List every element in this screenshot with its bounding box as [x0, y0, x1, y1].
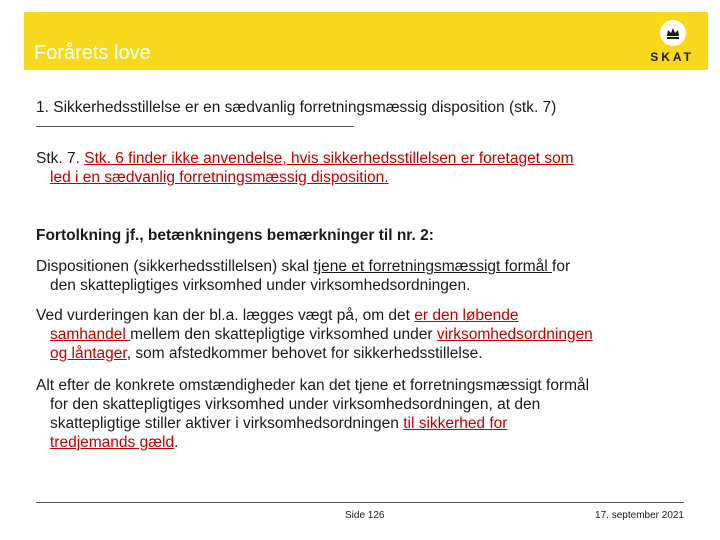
- stk7-red-text-2: led i en sædvanlig forretningsmæssig disposition.: [50, 169, 389, 186]
- assessment-red-3: virksomhedsordningen: [436, 326, 593, 343]
- section-subtitle: 1. Sikkerhedsstillelse er en sædvanlig forretningsmæssig disposition (stk. 7): [36, 99, 557, 116]
- logo-text: SKAT: [650, 50, 694, 64]
- disposition-underlined: tjene et forretningsmæssigt formål: [313, 258, 553, 275]
- paragraph-circumstances: [36, 376, 686, 452]
- circumstances-period: .: [174, 434, 179, 451]
- assessment-red-2: samhandel: [50, 326, 131, 343]
- assessment-text-2: mellem den skattepligtige virksomhed under: [130, 326, 437, 343]
- circumstances-red-1: til sikkerhed for: [403, 415, 508, 432]
- stk7-red-text-1: Stk. 6 finder ikke anvendelse, hvis sikkerhedsstillelsen er foretaget som: [84, 150, 574, 167]
- crown-icon: [664, 24, 682, 42]
- skat-logo: [614, 18, 694, 66]
- header-banner: [24, 12, 708, 70]
- circumstances-line-3: skattepligtige stiller aktiver i virksomhedsordningen: [50, 415, 404, 432]
- footer-date: 17. september 2021: [595, 510, 684, 521]
- disposition-for: for: [552, 258, 571, 275]
- stk7-lead: Stk. 7.: [36, 150, 85, 167]
- page-title: Forårets love: [34, 42, 151, 64]
- footer-divider: [36, 502, 684, 503]
- paragraph-stk7: [36, 149, 686, 187]
- page-number: Side 126: [345, 510, 385, 521]
- circumstances-red-2: tredjemands gæld: [50, 434, 175, 451]
- circumstances-line-1: Alt efter de konkrete omstændigheder kan det tjene et forretningsmæssigt formål: [36, 377, 590, 394]
- interpretation-heading: Fortolkning jf., betænkningens bemærkninger til nr. 2:: [36, 227, 434, 244]
- paragraph-disposition: [36, 257, 686, 295]
- paragraph-assessment: [36, 306, 686, 363]
- disposition-text: Dispositionen (sikkerhedsstillelsen) skal: [36, 258, 314, 275]
- disposition-line-2: den skattepligtiges virksomhed under virksomhedsordningen.: [50, 277, 471, 294]
- assessment-text: Ved vurderingen kan der bl.a. lægges vægt på, om det: [36, 307, 415, 324]
- circumstances-line-2: for den skattepligtiges virksomhed under virksomhedsordningen, at den: [50, 396, 541, 413]
- assessment-text-3: , som afstedkommer behovet for sikkerhedsstillelse.: [126, 345, 483, 362]
- assessment-red-1: er den løbende: [414, 307, 519, 324]
- assessment-red-4: og låntager: [50, 345, 127, 362]
- subtitle-divider: [36, 126, 354, 127]
